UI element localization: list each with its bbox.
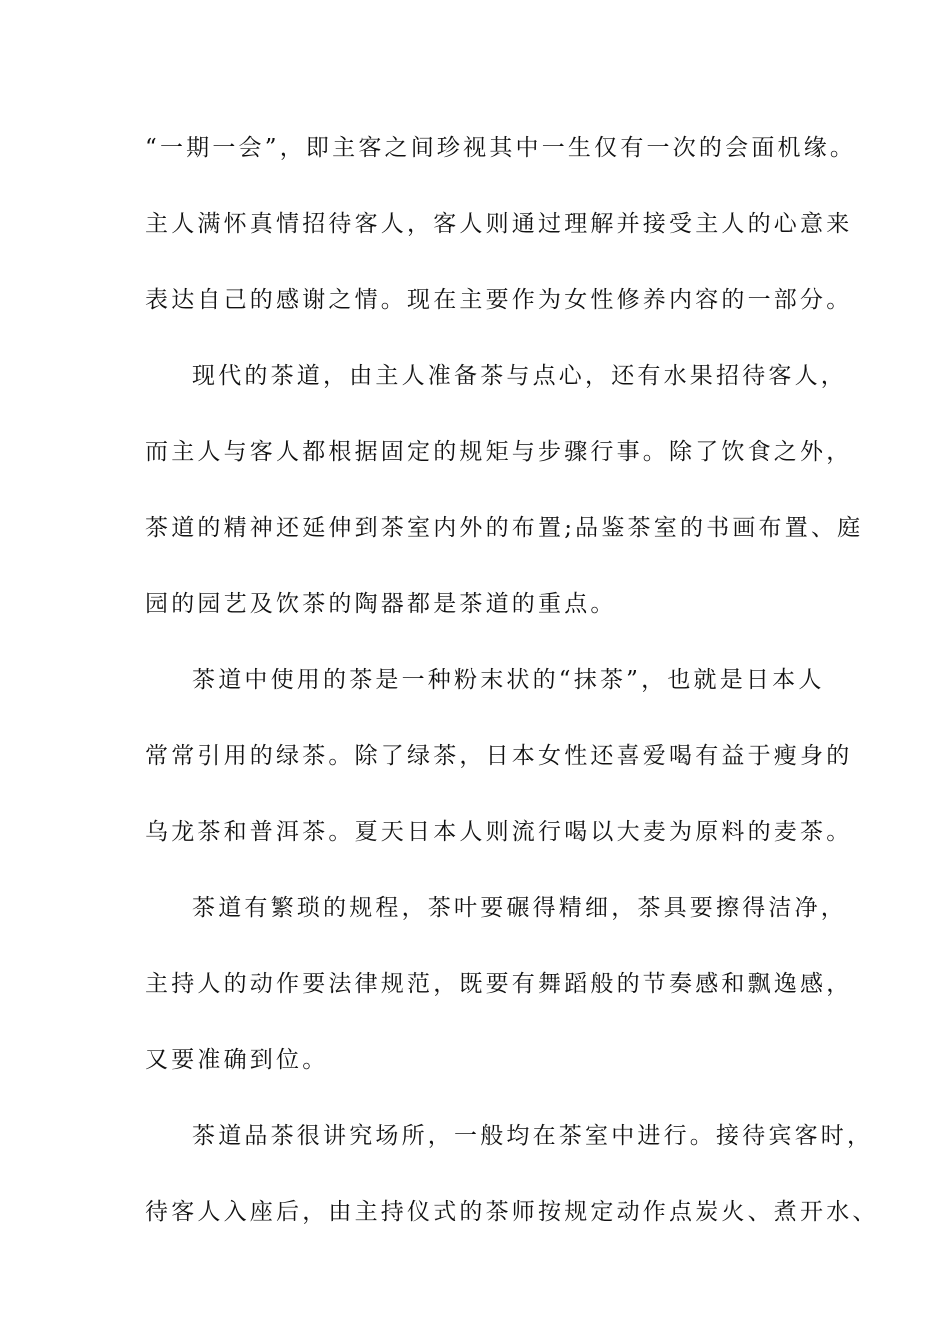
paragraph-first-line: 茶道中使用的茶是一种粉末状的“抹茶”，也就是日本人 bbox=[192, 667, 825, 693]
text-line: 又要准确到位。 bbox=[145, 1047, 329, 1073]
text-line: 待客人入座后，由主持仪式的茶师按规定动作点炭火、煮开水、 bbox=[145, 1199, 879, 1225]
text-line: 表达自己的感谢之情。现在主要作为女性修养内容的一部分。 bbox=[145, 287, 853, 313]
text-line: 园的园艺及饮茶的陶器都是茶道的重点。 bbox=[145, 591, 617, 617]
text-line: 常常引用的绿茶。除了绿茶，日本女性还喜爱喝有益于瘦身的 bbox=[145, 743, 853, 769]
text-line: 而主人与客人都根据固定的规矩与步骤行事。除了饮食之外， bbox=[145, 439, 853, 465]
paragraph-first-line: 现代的茶道，由主人准备茶与点心，还有水果招待客人， bbox=[192, 363, 847, 389]
text-line: 茶道的精神还延伸到茶室内外的布置;品鉴茶室的书画布置、庭 bbox=[145, 515, 864, 541]
paragraph-first-line: 茶道品茶很讲究场所，一般均在茶室中进行。接待宾客时， bbox=[192, 1123, 874, 1149]
text-line: 主持人的动作要法律规范，既要有舞蹈般的节奏感和飘逸感， bbox=[145, 971, 853, 997]
text-line: 主人满怀真情招待客人，客人则通过理解并接受主人的心意来 bbox=[145, 211, 853, 237]
paragraph-first-line: 茶道有繁琐的规程，茶叶要碾得精细，茶具要擦得洁净， bbox=[192, 895, 847, 921]
text-line: “一期一会”，即主客之间珍视其中一生仅有一次的会面机缘。 bbox=[145, 135, 857, 161]
text-line: 乌龙茶和普洱茶。夏天日本人则流行喝以大麦为原料的麦茶。 bbox=[145, 819, 853, 845]
